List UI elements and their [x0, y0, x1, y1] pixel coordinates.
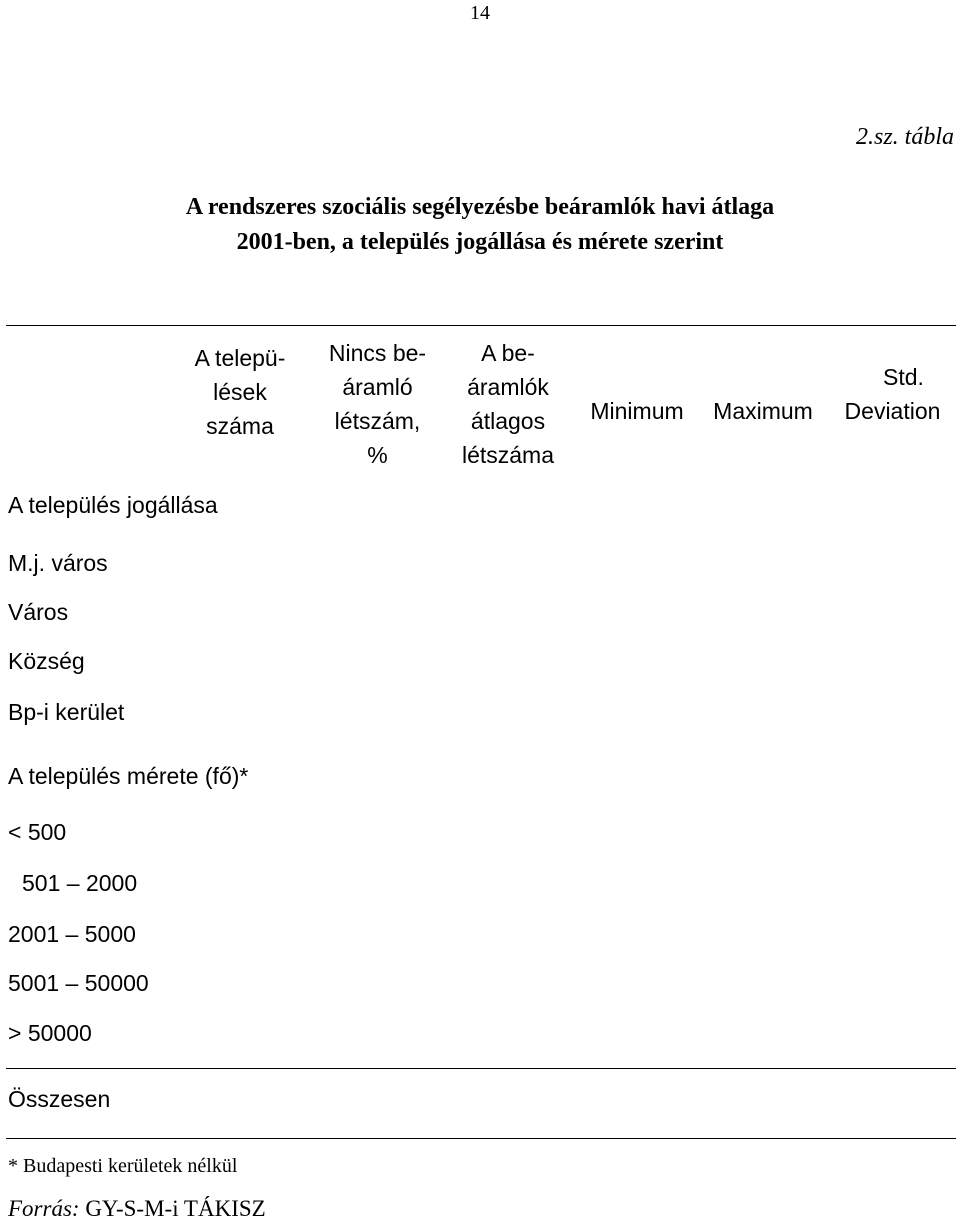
- row-label: M.j. város: [8, 550, 108, 576]
- header-avg-inflow: A be- áramlók átlagos létszáma: [461, 340, 555, 468]
- row-label-total: Összesen: [8, 1086, 111, 1112]
- footnote: * Budapesti kerületek nélkül: [8, 1155, 238, 1177]
- row-label: 2001 – 5000: [8, 921, 136, 947]
- source-note: [8, 1196, 266, 1222]
- table-title-line-2: 2001-ben, a település jogállása és mérete szerint: [236, 229, 724, 255]
- table-title-line-1: A rendszeres szociális segélyezésbe beáramlók havi átlaga: [185, 194, 775, 220]
- section-label-legal-status: A település jogállása: [8, 492, 218, 518]
- table-bottom-rule: [6, 1138, 956, 1139]
- header-no-inflow-percent: Nincs be- áramló létszám, %: [328, 340, 427, 468]
- section-label-size: A település mérete (fő)*: [8, 763, 249, 789]
- header-settlement-count: A telepü- lések száma: [194, 345, 286, 439]
- row-label: Város: [8, 599, 69, 625]
- row-label: < 500: [8, 819, 67, 845]
- row-label: 5001 – 50000: [8, 970, 149, 996]
- table-label: 2.sz. tábla: [855, 124, 954, 150]
- row-label: 501 – 2000: [22, 870, 138, 896]
- table-top-rule: [6, 325, 956, 326]
- header-std-deviation: Std. Deviation: [844, 364, 941, 424]
- source-label: Forrás:: [8, 1196, 80, 1221]
- row-label: > 50000: [8, 1020, 92, 1046]
- header-minimum: Minimum: [590, 398, 684, 424]
- header-maximum: Maximum: [713, 398, 813, 424]
- source-value: GY-S-M-i TÁKISZ: [85, 1196, 266, 1221]
- total-top-rule: [6, 1068, 956, 1069]
- page-number: 14: [470, 2, 490, 24]
- row-label: Bp-i kerület: [8, 699, 125, 725]
- row-label: Község: [8, 648, 85, 674]
